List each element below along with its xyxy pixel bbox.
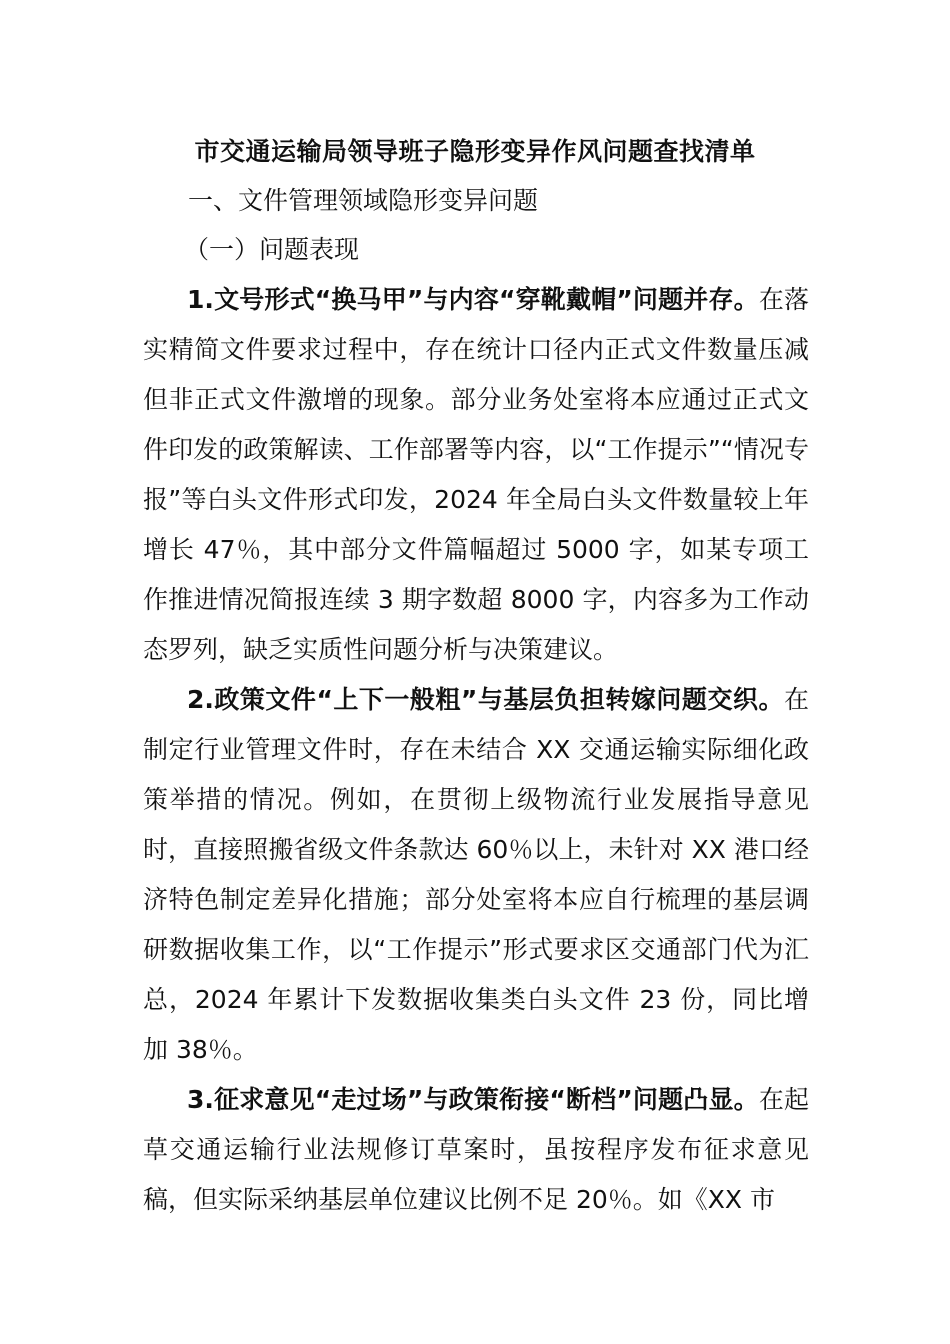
subsection-heading: （一）问题表现 [184,235,360,264]
section-heading: 一、文件管理领域隐形变异问题 [188,186,539,215]
paragraph-2-body: 在制定行业管理文件时，存在未结合 XX 交通运输实际细化政策举措的情况。例如，在贯彻上级物流行业发展指导意见时，直接照搬省级文件条款达 60％以上，未针对 XX 港口经济特色制定差异化措施；部分处室将本应自行梳理的基层调研数据收集工作，以“工作提示”形式要求区交通部门代为汇总，2024 年累计下发数据收集类白头文件 23 份，同比增加 38％。 [143,685,809,1064]
paragraph-3-body: 在起草交通运输行业法规修订草案时，虽按程序发布征求意见稿，但实际采纳基层单位建议比例不足 20％。如《XX 市 [143,1085,809,1214]
paragraph-2 [143,675,809,1075]
paragraph-1 [143,275,809,675]
paragraph-3-lead: 3.征求意见“走过场”与政策衔接“断档”问题凸显。 [187,1085,759,1114]
document-title: 市交通运输局领导班子隐形变异作风问题查找清单 [194,137,756,166]
paragraph-3 [143,1075,809,1225]
paragraph-2-lead: 2.政策文件“上下一般粗”与基层负担转嫁问题交织。 [187,685,784,714]
paragraph-1-lead: 1.文号形式“换马甲”与内容“穿靴戴帽”问题并存。 [187,285,759,314]
paragraph-1-body: 在落实精简文件要求过程中，存在统计口径内正式文件数量压减但非正式文件激增的现象。部分业务处室将本应通过正式文件印发的政策解读、工作部署等内容，以“工作提示”“情况专报”等白头文件形式印发，2024 年全局白头文件数量较上年增长 47％，其中部分文件篇幅超过 5000 字，如某专项工作推进情况简报连续 3 期字数超 8000 字，内容多为工作动态罗列，缺乏实质性问题分析与决策建议。 [143,285,809,664]
